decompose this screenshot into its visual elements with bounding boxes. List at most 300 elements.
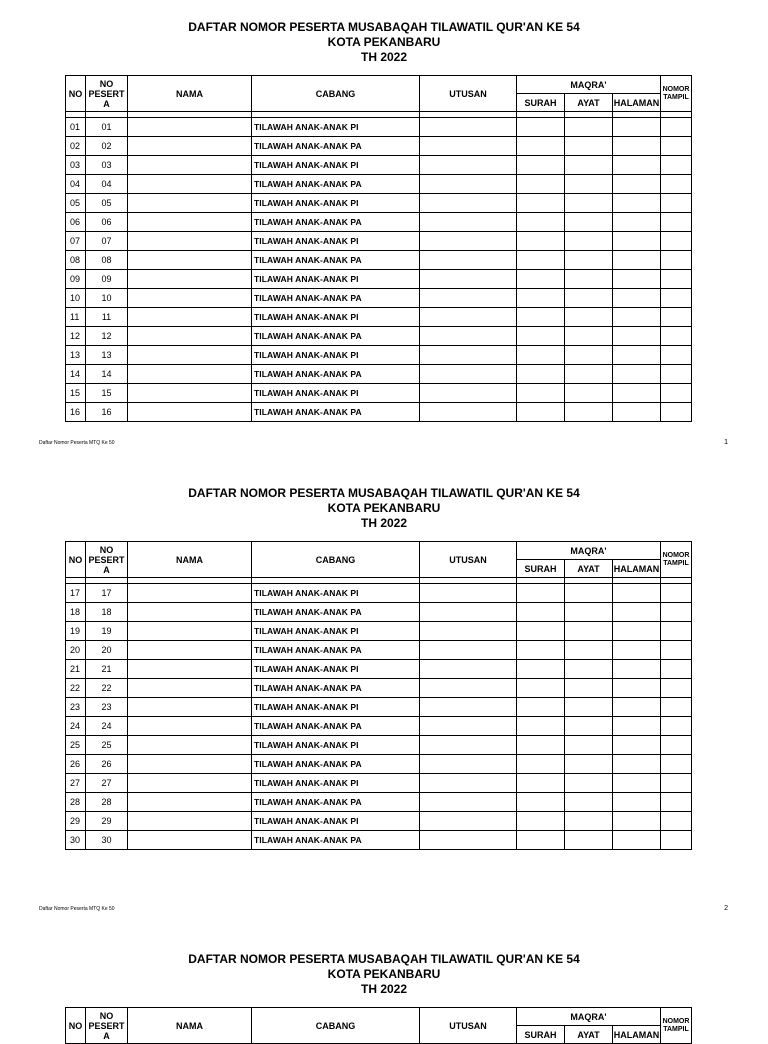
row-cabang: TILAWAH ANAK-ANAK PA xyxy=(252,175,420,194)
row-surah xyxy=(517,175,565,194)
row-peserta: 28 xyxy=(86,793,128,812)
row-ayat xyxy=(565,346,613,365)
row-nomor-tampil xyxy=(661,327,692,346)
row-peserta: 19 xyxy=(86,622,128,641)
table-row xyxy=(66,717,692,736)
row-ayat xyxy=(565,213,613,232)
row-no: 05 xyxy=(66,194,86,213)
row-halaman xyxy=(613,755,661,774)
row-utusan xyxy=(420,717,517,736)
row-no: 08 xyxy=(66,251,86,270)
row-nomor-tampil xyxy=(661,660,692,679)
participants-table-page-1 xyxy=(65,75,692,422)
row-cabang: TILAWAH ANAK-ANAK PI xyxy=(252,308,420,327)
row-nama xyxy=(128,403,252,422)
row-nama xyxy=(128,793,252,812)
row-cabang: TILAWAH ANAK-ANAK PI xyxy=(252,584,420,603)
row-peserta: 07 xyxy=(86,232,128,251)
title-line-3: TH 2022 xyxy=(360,50,408,64)
row-cabang: TILAWAH ANAK-ANAK PI xyxy=(252,156,420,175)
row-utusan xyxy=(420,232,517,251)
row-ayat xyxy=(565,698,613,717)
row-surah xyxy=(517,717,565,736)
row-nama xyxy=(128,774,252,793)
row-no: 24 xyxy=(66,717,86,736)
row-utusan xyxy=(420,308,517,327)
row-cabang: TILAWAH ANAK-ANAK PA xyxy=(252,831,420,850)
row-cabang: TILAWAH ANAK-ANAK PA xyxy=(252,717,420,736)
row-nama xyxy=(128,736,252,755)
row-ayat xyxy=(565,194,613,213)
header-no-peserta: NO PESERT A xyxy=(86,76,128,112)
row-peserta: 21 xyxy=(86,660,128,679)
row-ayat xyxy=(565,308,613,327)
row-utusan xyxy=(420,660,517,679)
row-surah xyxy=(517,698,565,717)
row-nomor-tampil xyxy=(661,194,692,213)
row-utusan xyxy=(420,679,517,698)
header-maqra: MAQRA' xyxy=(517,542,661,560)
row-nama xyxy=(128,156,252,175)
row-peserta: 17 xyxy=(86,584,128,603)
header-nomor-tampil: NOMOR TAMPIL xyxy=(661,1008,692,1044)
row-nama xyxy=(128,308,252,327)
row-nomor-tampil xyxy=(661,622,692,641)
row-halaman xyxy=(613,660,661,679)
table-row xyxy=(66,365,692,384)
row-surah xyxy=(517,603,565,622)
title-line-1: DAFTAR NOMOR PESERTA MUSABAQAH TILAWATIL QUR'AN KE 54 xyxy=(188,486,580,500)
table-row xyxy=(66,384,692,403)
row-no: 21 xyxy=(66,660,86,679)
row-utusan xyxy=(420,365,517,384)
row-surah xyxy=(517,365,565,384)
row-utusan xyxy=(420,812,517,831)
table-row xyxy=(66,327,692,346)
row-no: 13 xyxy=(66,346,86,365)
header-surah: SURAH xyxy=(517,1026,565,1044)
row-surah xyxy=(517,812,565,831)
row-utusan xyxy=(420,194,517,213)
row-nomor-tampil xyxy=(661,679,692,698)
row-surah xyxy=(517,346,565,365)
row-halaman xyxy=(613,308,661,327)
row-halaman xyxy=(613,584,661,603)
row-utusan xyxy=(420,346,517,365)
row-no: 25 xyxy=(66,736,86,755)
header-ayat: AYAT xyxy=(565,560,613,578)
title-line-2: KOTA PEKANBARU xyxy=(327,501,441,515)
header-utusan: UTUSAN xyxy=(420,542,517,578)
table-row xyxy=(66,698,692,717)
row-cabang: TILAWAH ANAK-ANAK PI xyxy=(252,698,420,717)
row-ayat xyxy=(565,251,613,270)
row-no: 29 xyxy=(66,812,86,831)
row-nama xyxy=(128,584,252,603)
row-ayat xyxy=(565,774,613,793)
header-no-peserta: NO PESERT A xyxy=(86,542,128,578)
table-row xyxy=(66,641,692,660)
row-nama xyxy=(128,622,252,641)
row-nomor-tampil xyxy=(661,384,692,403)
row-peserta: 01 xyxy=(86,118,128,137)
row-nomor-tampil xyxy=(661,584,692,603)
row-nama xyxy=(128,755,252,774)
table-row xyxy=(66,403,692,422)
row-cabang: TILAWAH ANAK-ANAK PA xyxy=(252,755,420,774)
row-cabang: TILAWAH ANAK-ANAK PA xyxy=(252,679,420,698)
row-nama xyxy=(128,717,252,736)
header-nomor-tampil: NOMOR TAMPIL xyxy=(661,542,692,578)
row-halaman xyxy=(613,213,661,232)
table-row xyxy=(66,793,692,812)
row-no: 03 xyxy=(66,156,86,175)
participants-table-page-2 xyxy=(65,541,692,850)
table-row xyxy=(66,137,692,156)
row-peserta: 13 xyxy=(86,346,128,365)
row-peserta: 09 xyxy=(86,270,128,289)
row-peserta: 15 xyxy=(86,384,128,403)
row-nama xyxy=(128,175,252,194)
title-line-1: DAFTAR NOMOR PESERTA MUSABAQAH TILAWATIL QUR'AN KE 54 xyxy=(188,20,580,34)
row-nama xyxy=(128,194,252,213)
row-cabang: TILAWAH ANAK-ANAK PI xyxy=(252,232,420,251)
row-halaman xyxy=(613,137,661,156)
row-nomor-tampil xyxy=(661,641,692,660)
page-3-title xyxy=(0,952,768,997)
table-row xyxy=(66,660,692,679)
row-peserta: 18 xyxy=(86,603,128,622)
row-surah xyxy=(517,641,565,660)
row-utusan xyxy=(420,584,517,603)
table-row xyxy=(66,622,692,641)
row-ayat xyxy=(565,717,613,736)
row-peserta: 27 xyxy=(86,774,128,793)
row-peserta: 16 xyxy=(86,403,128,422)
header-cabang: CABANG xyxy=(252,542,420,578)
header-ayat: AYAT xyxy=(565,94,613,112)
row-nomor-tampil xyxy=(661,812,692,831)
header-nama: NAMA xyxy=(128,1008,252,1044)
header-maqra: MAQRA' xyxy=(517,76,661,94)
header-cabang: CABANG xyxy=(252,76,420,112)
title-line-3: TH 2022 xyxy=(360,982,408,996)
row-nomor-tampil xyxy=(661,755,692,774)
row-no: 01 xyxy=(66,118,86,137)
row-no: 15 xyxy=(66,384,86,403)
row-nama xyxy=(128,831,252,850)
row-halaman xyxy=(613,365,661,384)
row-ayat xyxy=(565,603,613,622)
table-row xyxy=(66,584,692,603)
row-ayat xyxy=(565,793,613,812)
row-nama xyxy=(128,289,252,308)
header-ayat: AYAT xyxy=(565,1026,613,1044)
table-row xyxy=(66,831,692,850)
header-surah: SURAH xyxy=(517,560,565,578)
row-surah xyxy=(517,584,565,603)
row-cabang: TILAWAH ANAK-ANAK PI xyxy=(252,660,420,679)
row-peserta: 25 xyxy=(86,736,128,755)
row-cabang: TILAWAH ANAK-ANAK PI xyxy=(252,736,420,755)
row-nomor-tampil xyxy=(661,232,692,251)
table-row xyxy=(66,774,692,793)
row-halaman xyxy=(613,270,661,289)
title-line-3: TH 2022 xyxy=(360,516,408,530)
row-halaman xyxy=(613,679,661,698)
header-nomor-tampil: NOMOR TAMPIL xyxy=(661,76,692,112)
row-utusan xyxy=(420,698,517,717)
row-surah xyxy=(517,137,565,156)
row-nama xyxy=(128,118,252,137)
row-peserta: 06 xyxy=(86,213,128,232)
row-surah xyxy=(517,384,565,403)
row-nomor-tampil xyxy=(661,365,692,384)
header-halaman: HALAMAN xyxy=(613,94,661,112)
row-halaman xyxy=(613,232,661,251)
row-peserta: 24 xyxy=(86,717,128,736)
row-nama xyxy=(128,213,252,232)
row-halaman xyxy=(613,717,661,736)
row-cabang: TILAWAH ANAK-ANAK PA xyxy=(252,403,420,422)
row-nama xyxy=(128,660,252,679)
row-no: 04 xyxy=(66,175,86,194)
row-nama xyxy=(128,346,252,365)
row-no: 11 xyxy=(66,308,86,327)
row-surah xyxy=(517,660,565,679)
row-cabang: TILAWAH ANAK-ANAK PA xyxy=(252,213,420,232)
row-nama xyxy=(128,603,252,622)
row-no: 22 xyxy=(66,679,86,698)
header-no: NO xyxy=(66,76,86,112)
header-maqra: MAQRA' xyxy=(517,1008,661,1026)
row-ayat xyxy=(565,270,613,289)
row-cabang: TILAWAH ANAK-ANAK PI xyxy=(252,812,420,831)
row-ayat xyxy=(565,156,613,175)
row-nomor-tampil xyxy=(661,774,692,793)
row-halaman xyxy=(613,156,661,175)
row-cabang: TILAWAH ANAK-ANAK PA xyxy=(252,289,420,308)
row-nama xyxy=(128,232,252,251)
header-cabang: CABANG xyxy=(252,1008,420,1044)
row-cabang: TILAWAH ANAK-ANAK PA xyxy=(252,603,420,622)
row-halaman xyxy=(613,251,661,270)
table-row xyxy=(66,812,692,831)
row-ayat xyxy=(565,679,613,698)
row-halaman xyxy=(613,346,661,365)
row-surah xyxy=(517,327,565,346)
header-no: NO xyxy=(66,1008,86,1044)
header-utusan: UTUSAN xyxy=(420,1008,517,1044)
page-1-footer: Daftar Nomor Peserta MTQ Ke 50 xyxy=(39,440,115,446)
row-halaman xyxy=(613,812,661,831)
row-surah xyxy=(517,213,565,232)
row-peserta: 02 xyxy=(86,137,128,156)
row-cabang: TILAWAH ANAK-ANAK PA xyxy=(252,137,420,156)
row-nama xyxy=(128,698,252,717)
row-ayat xyxy=(565,584,613,603)
row-ayat xyxy=(565,137,613,156)
row-no: 26 xyxy=(66,755,86,774)
row-cabang: TILAWAH ANAK-ANAK PI xyxy=(252,622,420,641)
row-surah xyxy=(517,403,565,422)
row-ayat xyxy=(565,755,613,774)
row-nomor-tampil xyxy=(661,736,692,755)
row-nama xyxy=(128,327,252,346)
row-surah xyxy=(517,194,565,213)
header-nama: NAMA xyxy=(128,76,252,112)
row-cabang: TILAWAH ANAK-ANAK PI xyxy=(252,346,420,365)
row-halaman xyxy=(613,831,661,850)
row-surah xyxy=(517,270,565,289)
row-nomor-tampil xyxy=(661,137,692,156)
row-surah xyxy=(517,736,565,755)
row-utusan xyxy=(420,603,517,622)
row-halaman xyxy=(613,793,661,812)
row-ayat xyxy=(565,384,613,403)
row-peserta: 29 xyxy=(86,812,128,831)
row-nama xyxy=(128,384,252,403)
row-surah xyxy=(517,755,565,774)
row-utusan xyxy=(420,755,517,774)
row-no: 07 xyxy=(66,232,86,251)
row-nama xyxy=(128,641,252,660)
page-2-number: 2 xyxy=(724,905,728,912)
row-no: 18 xyxy=(66,603,86,622)
row-no: 09 xyxy=(66,270,86,289)
table-row xyxy=(66,736,692,755)
row-utusan xyxy=(420,793,517,812)
row-cabang: TILAWAH ANAK-ANAK PI xyxy=(252,118,420,137)
row-no: 28 xyxy=(66,793,86,812)
row-no: 27 xyxy=(66,774,86,793)
row-halaman xyxy=(613,118,661,137)
header-no: NO xyxy=(66,542,86,578)
row-nomor-tampil xyxy=(661,308,692,327)
row-peserta: 05 xyxy=(86,194,128,213)
page-1-number: 1 xyxy=(724,439,728,446)
row-halaman xyxy=(613,774,661,793)
row-nama xyxy=(128,365,252,384)
participants-table-page-3 xyxy=(65,1007,692,1044)
row-surah xyxy=(517,251,565,270)
header-halaman: HALAMAN xyxy=(613,1026,661,1044)
row-surah xyxy=(517,308,565,327)
table-row xyxy=(66,289,692,308)
row-halaman xyxy=(613,327,661,346)
row-ayat xyxy=(565,327,613,346)
row-nomor-tampil xyxy=(661,251,692,270)
row-ayat xyxy=(565,289,613,308)
header-halaman: HALAMAN xyxy=(613,560,661,578)
row-cabang: TILAWAH ANAK-ANAK PI xyxy=(252,194,420,213)
row-ayat xyxy=(565,736,613,755)
header-no-peserta: NO PESERT A xyxy=(86,1008,128,1044)
row-ayat xyxy=(565,831,613,850)
row-ayat xyxy=(565,403,613,422)
row-nomor-tampil xyxy=(661,118,692,137)
row-nomor-tampil xyxy=(661,213,692,232)
row-no: 30 xyxy=(66,831,86,850)
row-surah xyxy=(517,831,565,850)
table-row xyxy=(66,251,692,270)
row-utusan xyxy=(420,213,517,232)
row-surah xyxy=(517,232,565,251)
table-row xyxy=(66,603,692,622)
row-nomor-tampil xyxy=(661,603,692,622)
row-nomor-tampil xyxy=(661,717,692,736)
row-halaman xyxy=(613,175,661,194)
row-halaman xyxy=(613,194,661,213)
row-ayat xyxy=(565,660,613,679)
row-nomor-tampil xyxy=(661,156,692,175)
header-nama: NAMA xyxy=(128,542,252,578)
table-row xyxy=(66,194,692,213)
row-no: 02 xyxy=(66,137,86,156)
row-cabang: TILAWAH ANAK-ANAK PA xyxy=(252,327,420,346)
row-nama xyxy=(128,251,252,270)
row-no: 06 xyxy=(66,213,86,232)
row-halaman xyxy=(613,736,661,755)
row-utusan xyxy=(420,270,517,289)
row-no: 17 xyxy=(66,584,86,603)
row-utusan xyxy=(420,831,517,850)
row-halaman xyxy=(613,603,661,622)
table-row xyxy=(66,270,692,289)
table-row xyxy=(66,346,692,365)
row-cabang: TILAWAH ANAK-ANAK PA xyxy=(252,365,420,384)
table-row xyxy=(66,213,692,232)
row-nomor-tampil xyxy=(661,270,692,289)
row-peserta: 08 xyxy=(86,251,128,270)
row-peserta: 20 xyxy=(86,641,128,660)
page-1-title xyxy=(0,20,768,65)
row-utusan xyxy=(420,118,517,137)
row-peserta: 30 xyxy=(86,831,128,850)
row-halaman xyxy=(613,384,661,403)
row-halaman xyxy=(613,289,661,308)
row-peserta: 22 xyxy=(86,679,128,698)
row-nama xyxy=(128,812,252,831)
row-utusan xyxy=(420,137,517,156)
row-no: 19 xyxy=(66,622,86,641)
row-ayat xyxy=(565,365,613,384)
row-utusan xyxy=(420,736,517,755)
row-ayat xyxy=(565,232,613,251)
row-ayat xyxy=(565,118,613,137)
row-utusan xyxy=(420,251,517,270)
table-row xyxy=(66,175,692,194)
row-surah xyxy=(517,774,565,793)
row-nomor-tampil xyxy=(661,346,692,365)
row-cabang: TILAWAH ANAK-ANAK PA xyxy=(252,793,420,812)
title-line-1: DAFTAR NOMOR PESERTA MUSABAQAH TILAWATIL QUR'AN KE 54 xyxy=(188,952,580,966)
row-nomor-tampil xyxy=(661,289,692,308)
row-halaman xyxy=(613,622,661,641)
row-nomor-tampil xyxy=(661,793,692,812)
row-no: 10 xyxy=(66,289,86,308)
row-surah xyxy=(517,679,565,698)
page-2-footer: Daftar Nomor Peserta MTQ Ke 50 xyxy=(39,906,115,912)
header-utusan: UTUSAN xyxy=(420,76,517,112)
row-no: 12 xyxy=(66,327,86,346)
row-halaman xyxy=(613,403,661,422)
row-surah xyxy=(517,793,565,812)
row-no: 20 xyxy=(66,641,86,660)
table-row xyxy=(66,755,692,774)
row-nama xyxy=(128,137,252,156)
row-halaman xyxy=(613,698,661,717)
